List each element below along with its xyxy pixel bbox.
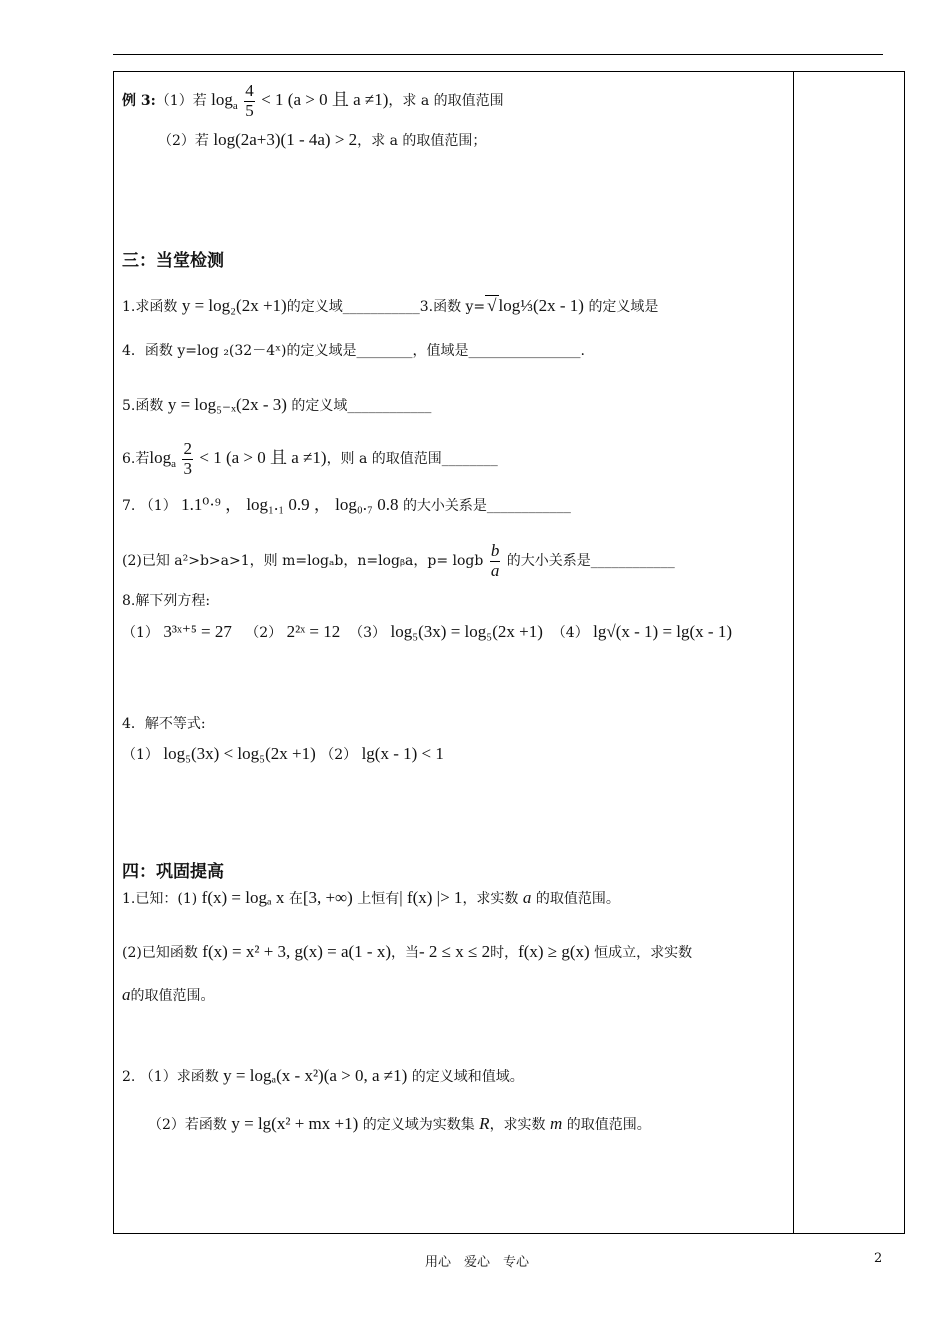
question-5: 5.函数 y = log₅₋ₓ(2x - 3) 的定义域____________ [122, 395, 432, 414]
question-8-equations: （1） 3³ˣ⁺⁵ = 27 （2） 2²ˣ = 12 （3） log₅(3x) = log₅(2x +1) （4） lg√(x - 1) = lg(x - 1) [122, 622, 732, 641]
content-table-border [113, 71, 905, 1234]
page-number: 2 [874, 1251, 883, 1266]
inequality-title: 4．解不等式: [122, 716, 206, 732]
question-8-title: 8.解下列方程: [122, 593, 211, 609]
question-1-3: 1.求函数 y = log₂(2x +1)的定义域___________3.函数 y= √ log⅓(2x - 1) 的定义域是 [122, 296, 659, 315]
inequalities: （1） log₅(3x) < log₅(2x +1) （2） lg(x - 1) < 1 [122, 744, 444, 763]
header-rule [113, 54, 883, 55]
problem-2-part1: 2. （1）求函数 y = logₐ(x - x²)(a > 0, a ≠1) 的定义域和值域。 [122, 1066, 524, 1085]
example-3-part2: （2）若 log(2a+3)(1 - 4a) > 2，求 a 的取值范围； [158, 130, 487, 149]
section-3-heading: 三：当堂检测 [122, 251, 224, 271]
question-6: 6.若$\log_a$ $\frac{2}{3}$ < 1 (a > 0 且 a ≠1)，则 a 的取值范围________ [122, 439, 498, 478]
question-4: 4．函数 y=log ₂(32－4ˣ)的定义域是________，值域是________________. [122, 343, 585, 359]
problem-1-part2-line2: a的取值范围。 [122, 985, 215, 1004]
problem-2-part2: （2）若函数 y = lg(x² + mx +1) 的定义域为实数集 R，求实数 m 的取值范围。 [148, 1114, 651, 1133]
question-7: 7. （1） 1.1⁰·⁹ ， log₁.₁ 0.9 ， log₀.₇ 0.8 的大小关系是____________ [122, 495, 571, 514]
page-footer: 用心 爱心 专心 [425, 1255, 530, 1270]
problem-1-part2: (2)已知函数 f(x) = x² + 3, g(x) = a(1 - x)，当- 2 ≤ x ≤ 2时，f(x) ≥ g(x) 恒成立，求实数 [122, 942, 693, 961]
table-column-divider [793, 71, 794, 1234]
section-4-heading: 四：巩固提高 [122, 862, 224, 882]
problem-1-part1: 1.已知：(1) f(x) = logₐ x 在[3, +∞) 上恒有| f(x) |> 1，求实数 a 的取值范围。 [122, 888, 620, 907]
question-7b: (2)已知 a²>b>a>1，则 m=logₐb，n=logᵦa，p= logb $\frac{b}{a}$ 的大小关系是____________ [122, 541, 675, 580]
example-3-part1: 例 3:（1）若 $\log_a$ $\frac{4}{5}$ < 1 (a > 0 且 a ≠1)，求 a 的取值范围 [122, 81, 504, 120]
